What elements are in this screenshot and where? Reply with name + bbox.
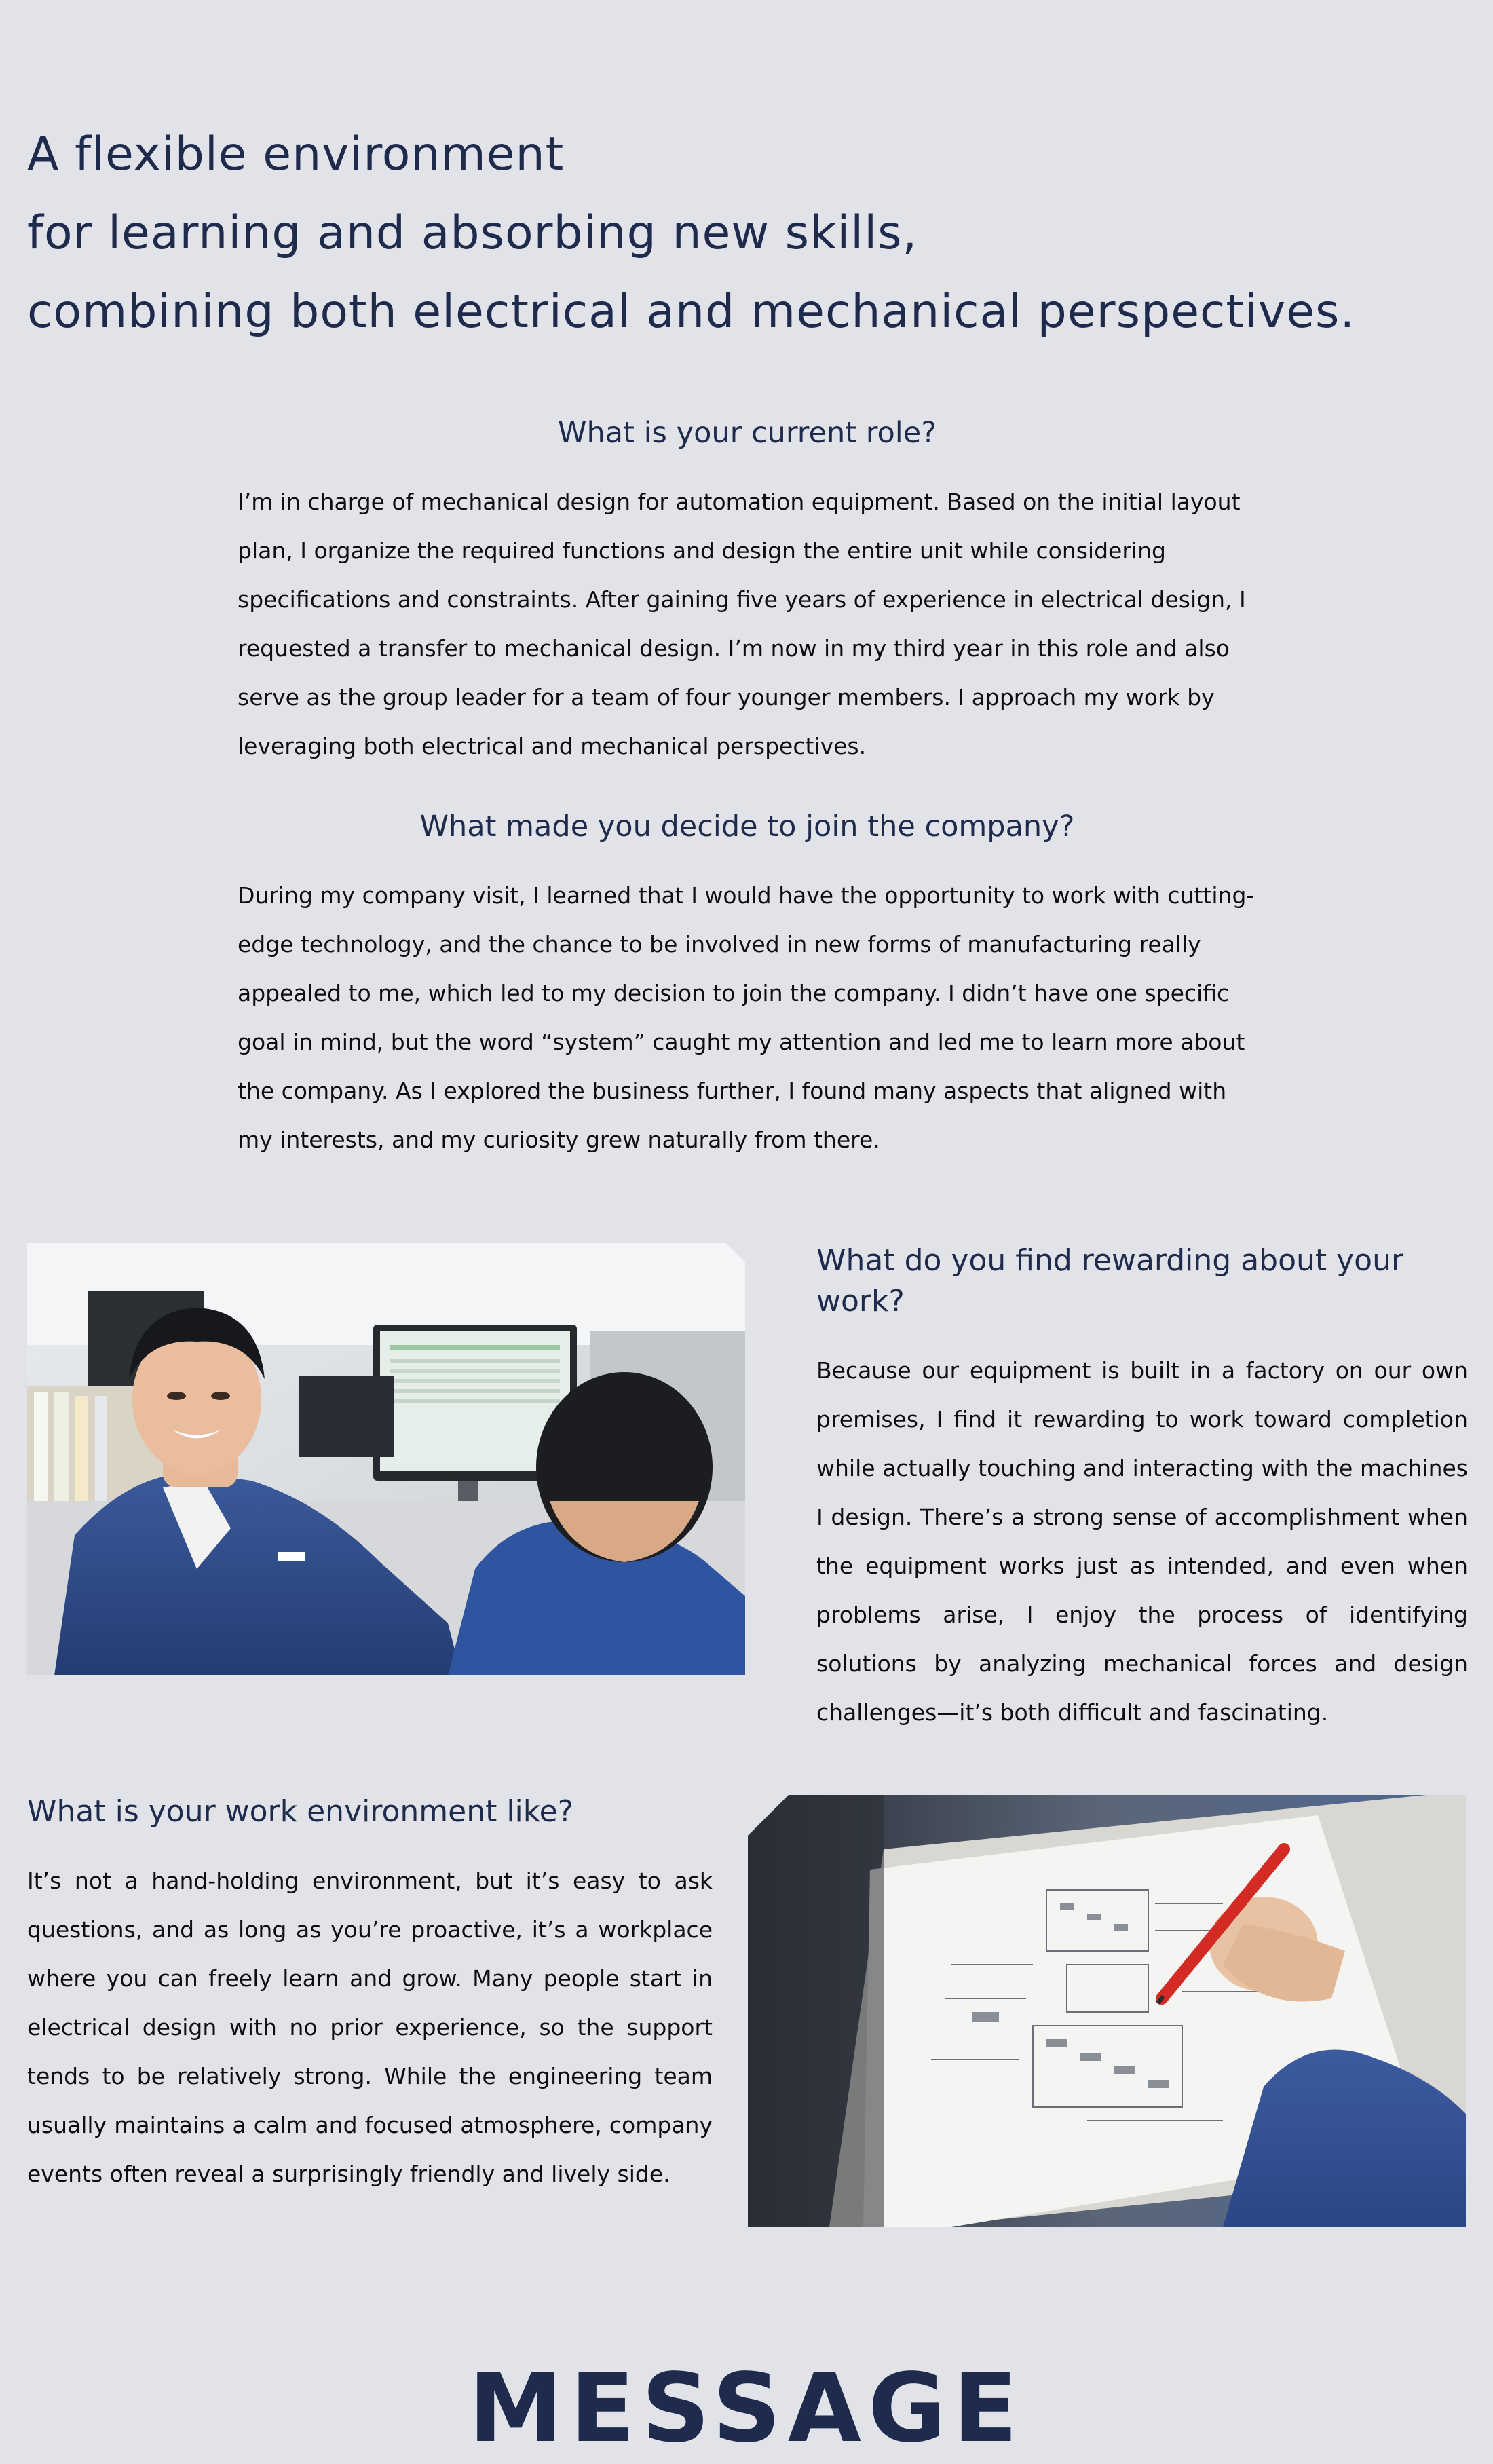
- environment-section: [27, 1792, 713, 2199]
- office-scene-illustration: [27, 1243, 745, 1675]
- reward-answer: Because our equipment is built in a factory on our own premises, I find it rewarding to work toward completion while actually touching and interacting with the machines I design. There’s a strong sense of accomplishment when the equipment works just as intended, and even when problems arise, I enjoy the process of identifying solutions by analyzing mechanical forces and design challenges—it’s both difficult and fascinating.: [816, 1357, 1468, 1726]
- role-question: What is your current role?: [557, 416, 937, 450]
- hero-line-1: A flexible environment: [27, 128, 565, 181]
- hero-line-2: for learning and absorbing new skills,: [27, 206, 918, 260]
- environment-question: What is your work environment like?: [27, 1794, 574, 1829]
- role-answer: I’m in charge of mechanical design for automation equipment. Based on the initial layout plan, I organize the required functions and design the entire unit while considering specifications and constraints. After gaining five years of experience in electrical design, I requested a transfer to mechanical design. I’m now in my third year in this role and also serve as the group leader for a team of four younger members. I approach my work by leveraging both electrical and mechanical perspectives.: [238, 489, 1246, 759]
- join-section: [238, 806, 1257, 1164]
- join-answer: During my company visit, I learned that I would have the opportunity to work with cutting-edge technology, and the chance to be involved in new forms of manufacturing really appealed to me, which led to my decision to join the company. I didn’t have one specific goal in mind, but the word “system” caught my attention and led me to learn more about the company. As I explored the business further, I found many aspects that aligned with my interests, and my curiosity grew naturally from there.: [238, 882, 1255, 1153]
- reward-question: What do you find rewarding about your work?: [816, 1243, 1404, 1319]
- reward-section: [816, 1240, 1468, 1737]
- role-section: [238, 413, 1257, 771]
- message-heading: MESSAGE: [468, 2353, 1025, 2464]
- engineer-smiling-photo: [27, 1243, 745, 1675]
- drawing-review-photo: [748, 1795, 1466, 2227]
- hero-line-3: combining both electrical and mechanical perspectives.: [27, 285, 1356, 339]
- blueprint-scene-illustration: [748, 1795, 1466, 2227]
- environment-answer: It’s not a hand-holding environment, but it’s easy to ask questions, and as long as you’re proactive, it’s a workplace where you can freely learn and grow. Many people start in electrical design with no prior experience, so the support tends to be relatively strong. While the engineering team usually maintains a calm and focused atmosphere, company events often reveal a surprisingly friendly and lively side.: [27, 1868, 713, 2187]
- join-question: What made you decide to join the company?: [419, 810, 1075, 844]
- hero-heading: [27, 115, 1466, 352]
